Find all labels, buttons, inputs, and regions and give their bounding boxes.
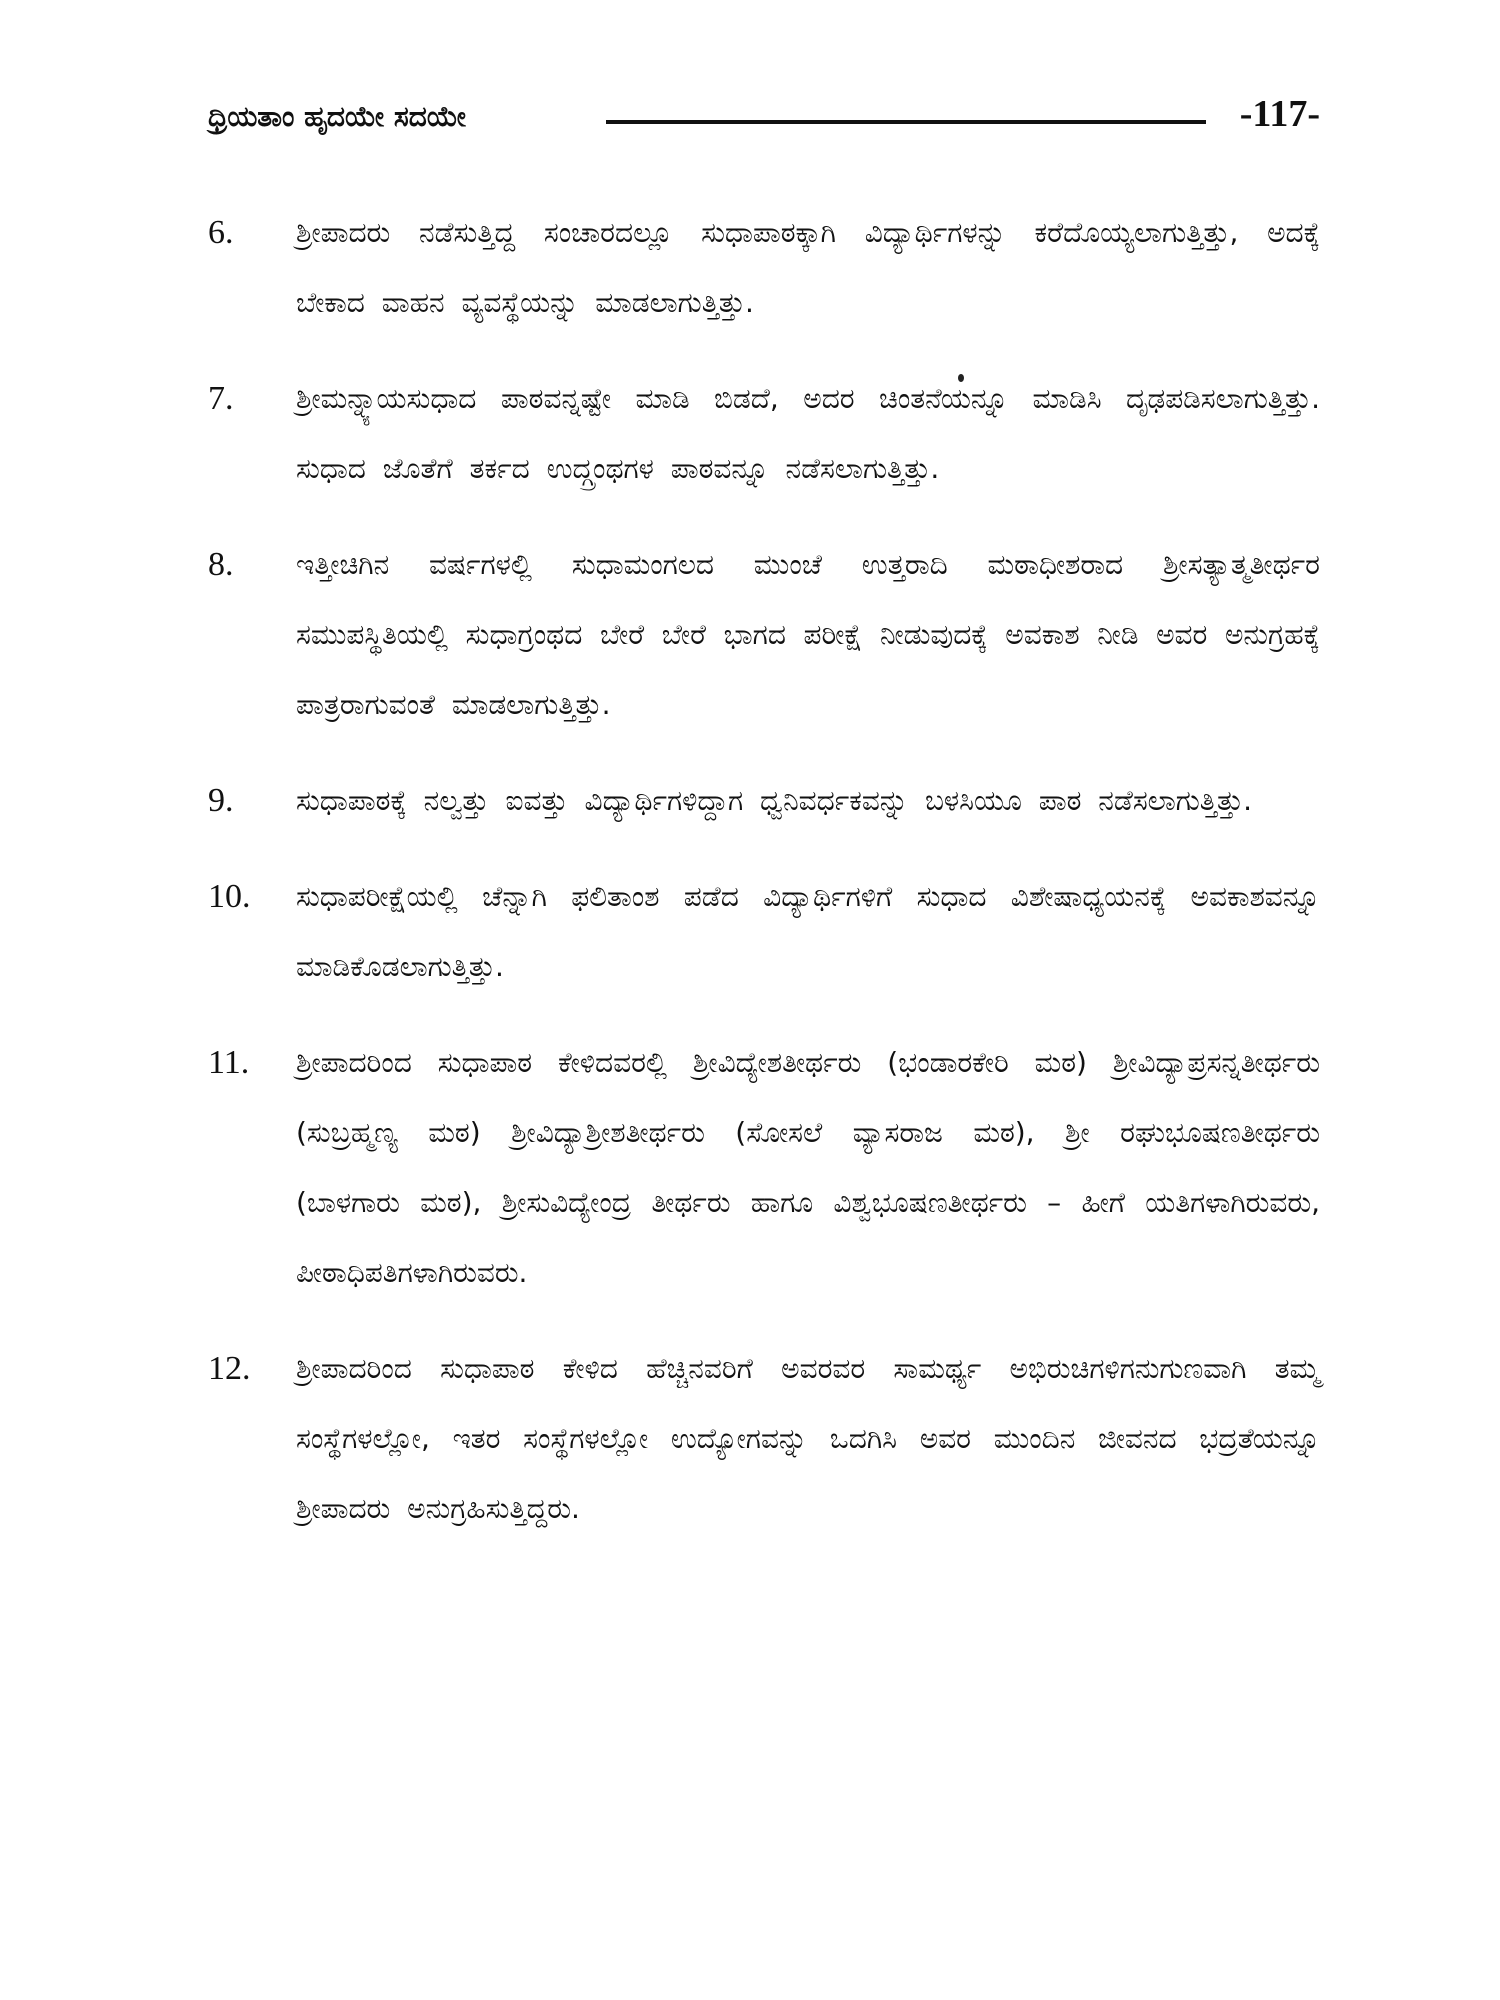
list-item-6 — [208, 198, 1320, 338]
list-item-10 — [208, 862, 1320, 1002]
running-header — [208, 92, 1320, 152]
item-number: 12. — [208, 1350, 251, 1387]
list-item-11 — [208, 1028, 1320, 1308]
list-item-9 — [208, 766, 1320, 836]
item-text: ಶ್ರೀಪಾದರಿಂದ ಸುಧಾಪಾಠ ಕೇಳಿದ ಹೆಚ್ಚಿನವರಿಗೆ ಅವರವರ ಸಾಮರ್ಥ್ಯ ಅಭಿರುಚಿಗಳಿಗನುಗುಣವಾಗಿ ತಮ್ಮ ಸಂಸ್ಥೆಗಳಲ್ಲೋ, ಇತರ ಸಂಸ್ಥೆಗಳಲ್ಲೋ ಉದ್ಯೋಗವನ್ನು ಒದಗಿಸಿ ಅವರ ಮುಂದಿನ ಜೀವನದ ಭದ್ರತೆಯನ್ನೂ ಶ್ರೀಪಾದರು ಅನುಗ್ರಹಿಸುತ್ತಿದ್ದರು. — [296, 1352, 1320, 1525]
item-text: ಶ್ರೀಮನ್ನ್ಯಾಯಸುಧಾದ ಪಾಠವನ್ನಷ್ಟೇ ಮಾಡಿ ಬಿಡದೆ, ಅದರ ಚಿಂತನೆಯನ್ನೂ ಮಾಡಿಸಿ ದೃಢಪಡಿಸಲಾಗುತ್ತಿತ್ತು. ಸುಧಾದ ಜೊತೆಗೆ ತರ್ಕದ ಉದ್ಗ್ರಂಥಗಳ ಪಾಠವನ್ನೂ ನಡೆಸಲಾಗುತ್ತಿತ್ತು. — [296, 382, 1320, 485]
list-item-8 — [208, 530, 1320, 740]
item-text: ಶ್ರೀಪಾದರಿಂದ ಸುಧಾಪಾಠ ಕೇಳಿದವರಲ್ಲಿ ಶ್ರೀವಿದ್ಯೇಶತೀರ್ಥರು (ಭಂಡಾರಕೇರಿ ಮಠ) ಶ್ರೀವಿದ್ಯಾಪ್ರಸನ್ನತೀರ್ಥರು (ಸುಬ್ರಹ್ಮಣ್ಯ ಮಠ) ಶ್ರೀವಿದ್ಯಾಶ್ರೀಶತೀರ್ಥರು (ಸೋಸಲೆ ವ್ಯಾಸರಾಜ ಮಠ), ಶ್ರೀ ರಘುಭೂಷಣತೀರ್ಥರು (ಬಾಳಗಾರು ಮಠ), ಶ್ರೀಸುವಿದ್ಯೇಂದ್ರ ತೀರ್ಥರು ಹಾಗೂ ವಿಶ್ವಭೂಷಣತೀರ್ಥರು – ಹೀಗೆ ಯತಿಗಳಾಗಿರುವರು, ಪೀಠಾಧಿಪತಿಗಳಾಗಿರುವರು. — [296, 1046, 1320, 1289]
item-text: ಶ್ರೀಪಾದರು ನಡೆಸುತ್ತಿದ್ದ ಸಂಚಾರದಲ್ಲೂ ಸುಧಾಪಾಠಕ್ಕಾಗಿ ವಿದ್ಯಾರ್ಥಿಗಳನ್ನು ಕರೆದೊಯ್ಯಲಾಗುತ್ತಿತ್ತು, ಅದಕ್ಕೆ ಬೇಕಾದ ವಾಹನ ವ್ಯವಸ್ಥೆಯನ್ನು ಮಾಡಲಾಗುತ್ತಿತ್ತು. — [296, 216, 1320, 319]
numbered-list — [208, 198, 1320, 1570]
item-number: 6. — [208, 214, 234, 251]
page-number: -117- — [1239, 93, 1320, 135]
item-number: 8. — [208, 546, 234, 583]
item-number: 7. — [208, 380, 234, 417]
item-text: ಇತ್ತೀಚಿಗಿನ ವರ್ಷಗಳಲ್ಲಿ ಸುಧಾಮಂಗಲದ ಮುಂಚೆ ಉತ್ತರಾದಿ ಮಠಾಧೀಶರಾದ ಶ್ರೀಸತ್ಯಾತ್ಮತೀರ್ಥರ ಸಮುಪಸ್ಥಿತಿಯಲ್ಲಿ ಸುಧಾಗ್ರಂಥದ ಬೇರೆ ಬೇರೆ ಭಾಗದ ಪರೀಕ್ಷೆ ನೀಡುವುದಕ್ಕೆ ಅವಕಾಶ ನೀಡಿ ಅವರ ಅನುಗ್ರಹಕ್ಕೆ ಪಾತ್ರರಾಗುವಂತೆ ಮಾಡಲಾಗುತ್ತಿತ್ತು. — [296, 548, 1320, 721]
list-item-12 — [208, 1334, 1320, 1544]
item-number: 10. — [208, 878, 251, 915]
item-text: ಸುಧಾಪರೀಕ್ಷೆಯಲ್ಲಿ ಚೆನ್ನಾಗಿ ಫಲಿತಾಂಶ ಪಡೆದ ವಿದ್ಯಾರ್ಥಿಗಳಿಗೆ ಸುಧಾದ ವಿಶೇಷಾಧ್ಯಯನಕ್ಕೆ ಅವಕಾಶವನ್ನೂ ಮಾಡಿಕೊಡಲಾಗುತ್ತಿತ್ತು. — [296, 880, 1320, 983]
list-item-7 — [208, 364, 1320, 504]
item-number: 9. — [208, 782, 234, 819]
header-title: ಧ್ರಿಯತಾಂ ಹೃದಯೇ ಸದಯೇ — [208, 100, 467, 133]
item-number: 11. — [208, 1044, 250, 1081]
header-rule — [606, 120, 1206, 124]
item-text: ಸುಧಾಪಾಠಕ್ಕೆ ನಲ್ವತ್ತು ಐವತ್ತು ವಿದ್ಯಾರ್ಥಿಗಳಿದ್ದಾಗ ಧ್ವನಿವರ್ಧಕವನ್ನು ಬಳಸಿಯೂ ಪಾಠ ನಡೆಸಲಾಗುತ್ತಿತ್ತು. — [296, 784, 1253, 817]
